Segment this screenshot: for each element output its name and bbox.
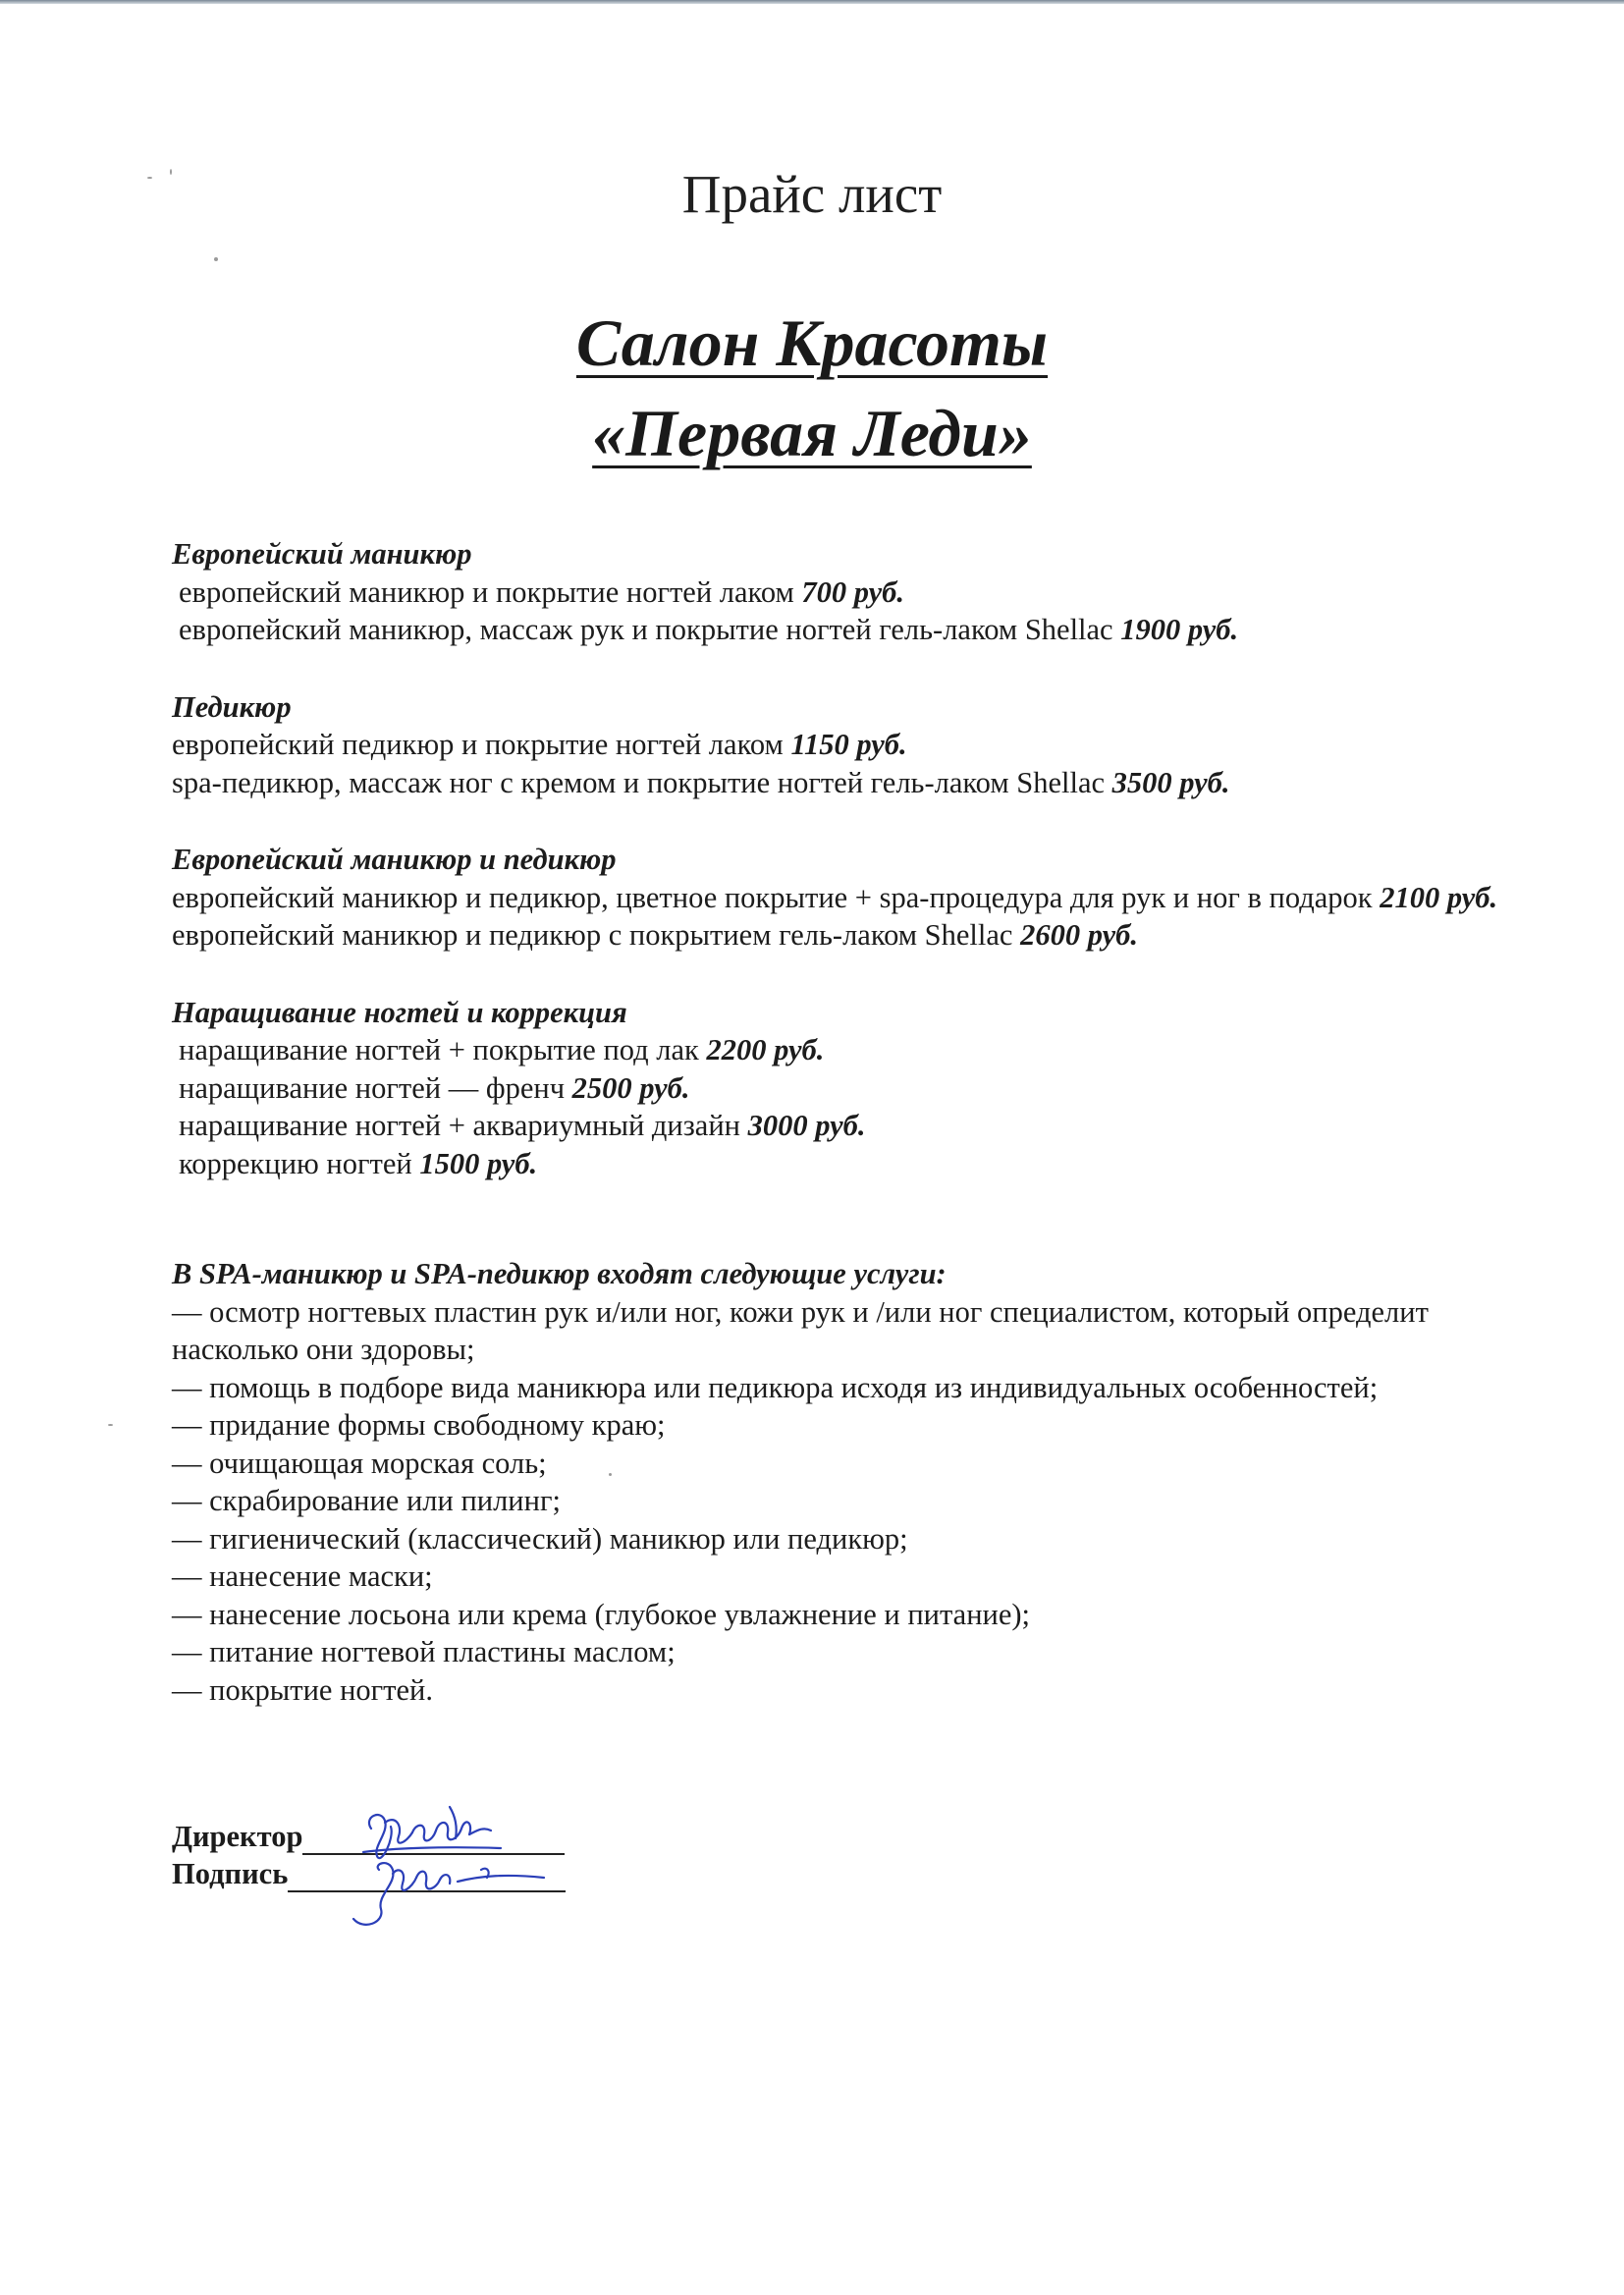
price-value: 700 руб. (801, 574, 905, 609)
price-item (172, 611, 1507, 649)
spa-service-item: — нанесение лосьона или крема (глубокое увлажнение и питание); (172, 1597, 1031, 1631)
section-heading: Наращивание ногтей и коррекция (172, 995, 627, 1029)
price-value: 3000 руб. (747, 1109, 866, 1142)
section-heading: Европейский маникюр (172, 537, 472, 571)
handwritten-signature (334, 1787, 560, 1954)
spa-service-item: — придание формы свободному краю; (172, 1408, 666, 1442)
section-pedicure (172, 688, 1507, 802)
price-value: 2500 руб. (571, 1070, 690, 1105)
price-value: 1150 руб. (790, 728, 907, 761)
price-item-text: европейский маникюр и педикюр, цветное покрытие + spa-процедура для рук и ног в подарок (172, 880, 1380, 914)
scan-edge (0, 0, 1624, 4)
price-item-text: европейский педикюр и покрытие ногтей лаком (172, 728, 791, 761)
price-item (172, 879, 1507, 917)
director-label: Директор (172, 1820, 303, 1853)
price-value: 2600 руб. (1020, 918, 1138, 952)
price-value: 3500 руб. (1111, 765, 1230, 799)
scan-speck (214, 257, 218, 261)
spa-service-item: — осмотр ногтевых пластин рук и/или ног, кожи рук и /или ног специалистом, который определит насколько они здоровы; (172, 1294, 1429, 1366)
spa-service-item: — скрабирование или пилинг; (172, 1484, 561, 1517)
price-item (172, 916, 1507, 955)
price-item-text: европейский маникюр и покрытие ногтей лаком (179, 574, 802, 609)
scan-speck (108, 1424, 113, 1426)
price-item-text: европейский маникюр и педикюр с покрытием гель-лаком Shellac (172, 918, 1021, 952)
price-item-text: наращивание ногтей + покрытие под лак (179, 1033, 707, 1066)
spa-services-block (172, 1255, 1507, 1709)
price-item (172, 764, 1507, 802)
page-title: Прайс лист (681, 164, 943, 224)
price-item-text: коррекцию ногтей (179, 1146, 420, 1180)
price-list (172, 535, 1507, 1709)
section-nail-extension (172, 994, 1507, 1183)
spa-service-item: — нанесение маски; (172, 1559, 433, 1593)
price-item (172, 1145, 1507, 1183)
salon-name (0, 298, 1624, 478)
price-item (172, 726, 1507, 764)
price-item (172, 1031, 1507, 1069)
signature-label: Подпись (172, 1857, 289, 1890)
salon-name-line-1: Салон Красоты (575, 305, 1049, 380)
price-value: 2100 руб. (1380, 880, 1498, 914)
spa-service-item: — очищающая морская соль; (172, 1446, 547, 1480)
price-value: 1900 руб. (1120, 613, 1239, 646)
spa-service-item: — гигиенический (классический) маникюр или педикюр; (172, 1521, 908, 1556)
price-item-text: наращивание ногтей — френч (179, 1070, 572, 1105)
price-item-text: европейский маникюр, массаж рук и покрытие ногтей гель-лаком Shellac (179, 613, 1121, 646)
spa-service-item: — питание ногтевой пластины маслом; (172, 1635, 676, 1668)
price-item (172, 1107, 1507, 1145)
spa-service-item: — помощь в подборе вида маникюра или педикюра исходя из индивидуальных особенностей; (172, 1370, 1379, 1404)
spa-service-item: — покрытие ногтей. (172, 1672, 433, 1707)
price-value: 2200 руб. (706, 1033, 825, 1066)
section-manicure-and-pedicure (172, 841, 1507, 955)
section-european-manicure (172, 535, 1507, 649)
price-item (172, 1069, 1507, 1108)
price-value: 1500 руб. (419, 1146, 538, 1180)
section-heading: Педикюр (172, 689, 292, 724)
section-heading: Европейский маникюр и педикюр (172, 843, 617, 876)
spa-heading: В SPA-маникюр и SPA-педикюр входят следующие услуги: (172, 1257, 947, 1290)
price-item (172, 574, 1507, 612)
salon-name-line-2: «Первая Леди» (592, 396, 1032, 470)
price-item-text: spa-педикюр, массаж ног с кремом и покрытие ногтей гель-лаком Shellac (172, 765, 1112, 799)
price-item-text: наращивание ногтей + аквариумный дизайн (179, 1109, 748, 1142)
